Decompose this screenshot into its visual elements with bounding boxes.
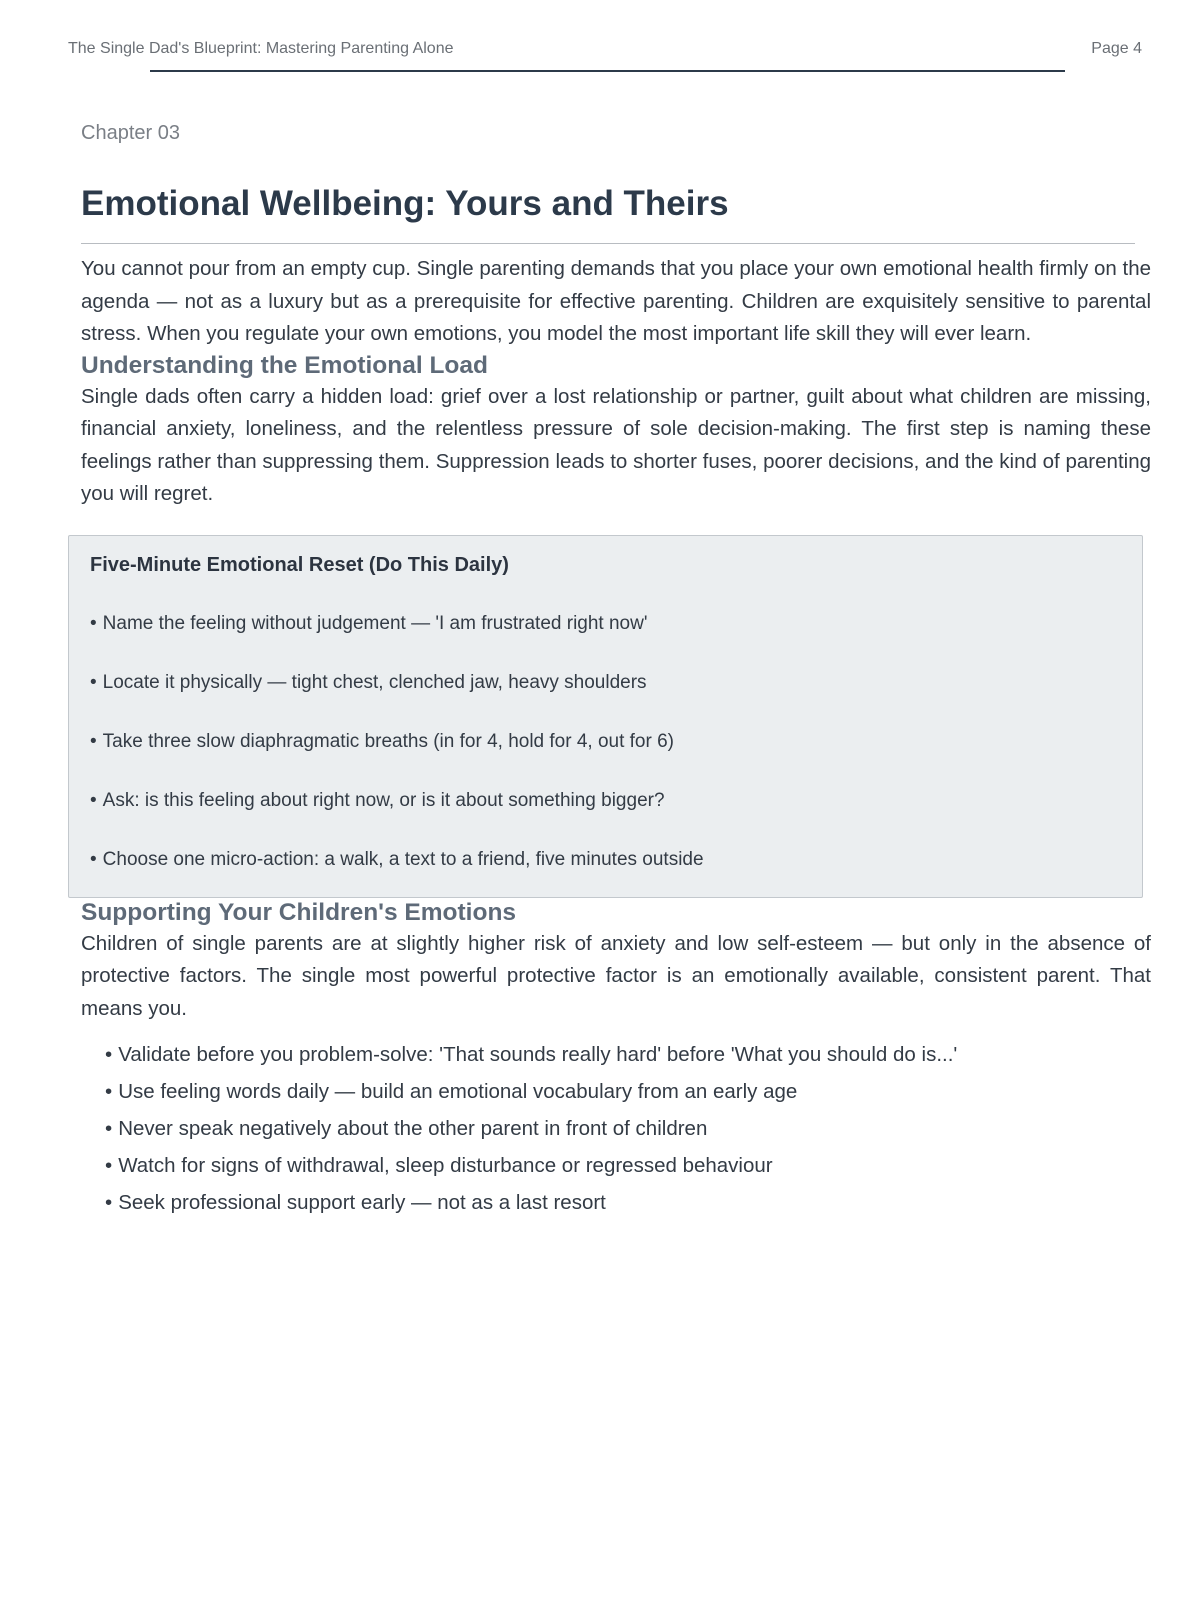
book-title: The Single Dad's Blueprint: Mastering Parenting Alone bbox=[68, 40, 454, 57]
support-item-text: Validate before you problem-solve: 'That sounds really hard' before 'What you should do is...' bbox=[118, 1043, 958, 1066]
callout-title: Five-Minute Emotional Reset (Do This Daily) bbox=[90, 553, 509, 576]
support-list-item bbox=[105, 1036, 1151, 1073]
section-heading-emotional-load: Understanding the Emotional Load bbox=[81, 351, 488, 379]
support-item-text: Use feeling words daily — build an emotional vocabulary from an early age bbox=[118, 1080, 798, 1103]
callout-list-item bbox=[90, 730, 1142, 754]
callout-item-text: Name the feeling without judgement — 'I am frustrated right now' bbox=[102, 612, 648, 634]
bullet-glyph: • bbox=[105, 1117, 113, 1140]
section-heading-childrens-emotions: Supporting Your Children's Emotions bbox=[81, 898, 517, 926]
support-list-item bbox=[105, 1073, 1151, 1110]
chapter-label: Chapter 03 bbox=[81, 122, 180, 144]
bullet-glyph: • bbox=[105, 1080, 113, 1103]
callout-list-item bbox=[90, 789, 1142, 813]
callout-list bbox=[90, 612, 1142, 872]
callout-item-text: Choose one micro-action: a walk, a text to a friend, five minutes outside bbox=[102, 848, 704, 870]
intro-paragraph: You cannot pour from an empty cup. Single parenting demands that you place your own emotional health firmly on the agenda — not as a luxury but as a prerequisite for effective parenting. Children are exquisitely sensitive to parental stress. When you regulate your own emotions, you model the most important life skill they will ever learn. bbox=[81, 257, 1151, 345]
running-header bbox=[68, 40, 1142, 62]
childrens-emotions-paragraph: Children of single parents are at slightly higher risk of anxiety and low self-esteem — but only in the absence of protective factors. The single most powerful protective factor is an emotionally available, consistent parent. That means you. bbox=[81, 931, 1151, 1020]
bullet-glyph: • bbox=[105, 1191, 113, 1214]
bullet-glyph: • bbox=[90, 671, 97, 693]
bullet-glyph: • bbox=[105, 1043, 113, 1066]
support-item-text: Watch for signs of withdrawal, sleep disturbance or regressed behaviour bbox=[118, 1154, 773, 1177]
support-item-text: Never speak negatively about the other parent in front of children bbox=[118, 1117, 708, 1140]
support-list-item bbox=[105, 1147, 1151, 1184]
callout-list-item bbox=[90, 848, 1142, 872]
header-divider bbox=[150, 70, 1065, 72]
emotional-reset-callout bbox=[68, 535, 1143, 898]
support-list-item bbox=[105, 1110, 1151, 1147]
page-number: Page 4 bbox=[1091, 40, 1142, 57]
bullet-glyph: • bbox=[105, 1154, 113, 1177]
chapter-title: Emotional Wellbeing: Yours and Theirs bbox=[81, 184, 729, 223]
title-divider bbox=[81, 243, 1135, 244]
callout-list-item bbox=[90, 671, 1142, 695]
page-content bbox=[81, 120, 1151, 1221]
support-list bbox=[81, 1036, 1151, 1221]
bullet-glyph: • bbox=[90, 612, 97, 634]
bullet-glyph: • bbox=[90, 789, 97, 811]
support-item-text: Seek professional support early — not as a last resort bbox=[118, 1191, 606, 1214]
bullet-glyph: • bbox=[90, 730, 97, 752]
callout-item-text: Take three slow diaphragmatic breaths (in for 4, hold for 4, out for 6) bbox=[102, 730, 675, 752]
emotional-load-paragraph: Single dads often carry a hidden load: grief over a lost relationship or partner, guilt about what children are missing, financial anxiety, loneliness, and the relentless pressure of sole decision-making. The first step is naming these feelings rather than suppressing them. Suppression leads to shorter fuses, poorer decisions, and the kind of parenting you will regret. bbox=[81, 384, 1151, 505]
callout-list-item bbox=[90, 612, 1142, 636]
callout-item-text: Ask: is this feeling about right now, or is it about something bigger? bbox=[102, 789, 665, 811]
support-list-item bbox=[105, 1184, 1151, 1221]
callout-item-text: Locate it physically — tight chest, clenched jaw, heavy shoulders bbox=[102, 671, 647, 693]
bullet-glyph: • bbox=[90, 848, 97, 870]
